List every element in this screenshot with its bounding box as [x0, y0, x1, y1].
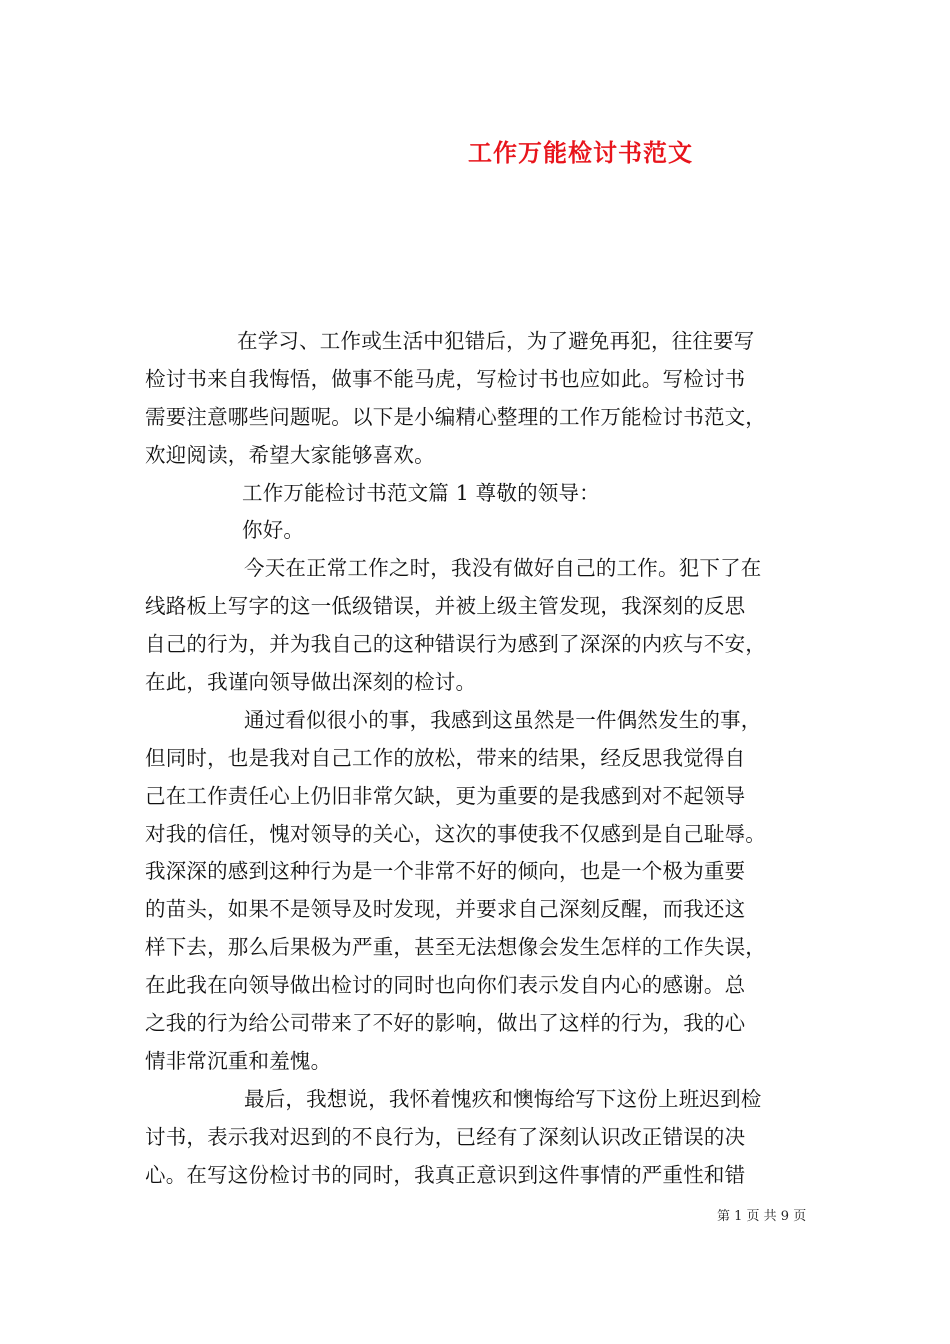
paragraph-line: 在学习、工作或生活中犯错后，为了避免再犯，往往要写 — [237, 329, 755, 353]
paragraph-line: 样下去，那么后果极为严重，甚至无法想像会发生怎样的工作失误， — [145, 935, 766, 960]
paragraph-line: 情非常沉重和羞愧。 — [145, 1048, 332, 1073]
paragraph-line: 我深深的感到这种行为是一个非常不好的倾向，也是一个极为重要 — [145, 859, 746, 884]
paragraph-line: 需要注意哪些问题呢。以下是小编精心整理的工作万能检讨书范文， — [145, 404, 766, 429]
document-title: 工作万能检讨书范文 — [468, 138, 693, 167]
paragraph-line: 自己的行为，并为我自己的这种错误行为感到了深深的内疚与不安， — [145, 632, 766, 657]
document-body — [145, 323, 815, 1194]
paragraph-line: 在此我在向领导做出检讨的同时也向你们表示发自内心的感谢。总 — [145, 973, 746, 998]
paragraph-line: 在此，我谨向领导做出深刻的检讨。 — [145, 670, 477, 695]
paragraph-line: 但同时，也是我对自己工作的放松，带来的结果，经反思我觉得自 — [145, 745, 746, 770]
section-heading-line: 工作万能检讨书范文篇 1 尊敬的领导： — [242, 480, 600, 505]
greeting-line: 你好。 — [242, 518, 305, 543]
paragraph-line: 通过看似很小的事，我感到这虽然是一件偶然发生的事， — [244, 707, 762, 732]
paragraph-line: 心。在写这份检讨书的同时，我真正意识到这件事情的严重性和错 — [145, 1162, 746, 1187]
paragraph-line: 对我的信任，愧对领导的关心，这次的事使我不仅感到是自己耻辱。 — [145, 821, 766, 846]
paragraph-line: 讨书，表示我对迟到的不良行为，已经有了深刻认识改正错误的决 — [145, 1124, 746, 1149]
paragraph-line: 己在工作责任心上仍旧非常欠缺，更为重要的是我感到对不起领导 — [145, 783, 746, 808]
paragraph-line: 线路板上写字的这一低级错误，并被上级主管发现，我深刻的反思 — [145, 594, 746, 619]
paragraph-line: 今天在正常工作之时，我没有做好自己的工作。犯下了在 — [244, 556, 762, 581]
paragraph-line: 最后，我想说，我怀着愧疚和懊悔给写下这份上班迟到检 — [244, 1086, 762, 1111]
page-number-footer: 第 1 页 共 9 页 — [717, 1209, 807, 1224]
paragraph-line: 的苗头，如果不是领导及时发现，并要求自己深刻反醒，而我还这 — [145, 897, 746, 922]
paragraph-line: 之我的行为给公司带来了不好的影响，做出了这样的行为，我的心 — [145, 1011, 746, 1036]
paragraph-line: 检讨书来自我悔悟，做事不能马虎，写检讨书也应如此。写检讨书 — [145, 366, 746, 391]
paragraph-line: 欢迎阅读，希望大家能够喜欢。 — [145, 442, 435, 467]
